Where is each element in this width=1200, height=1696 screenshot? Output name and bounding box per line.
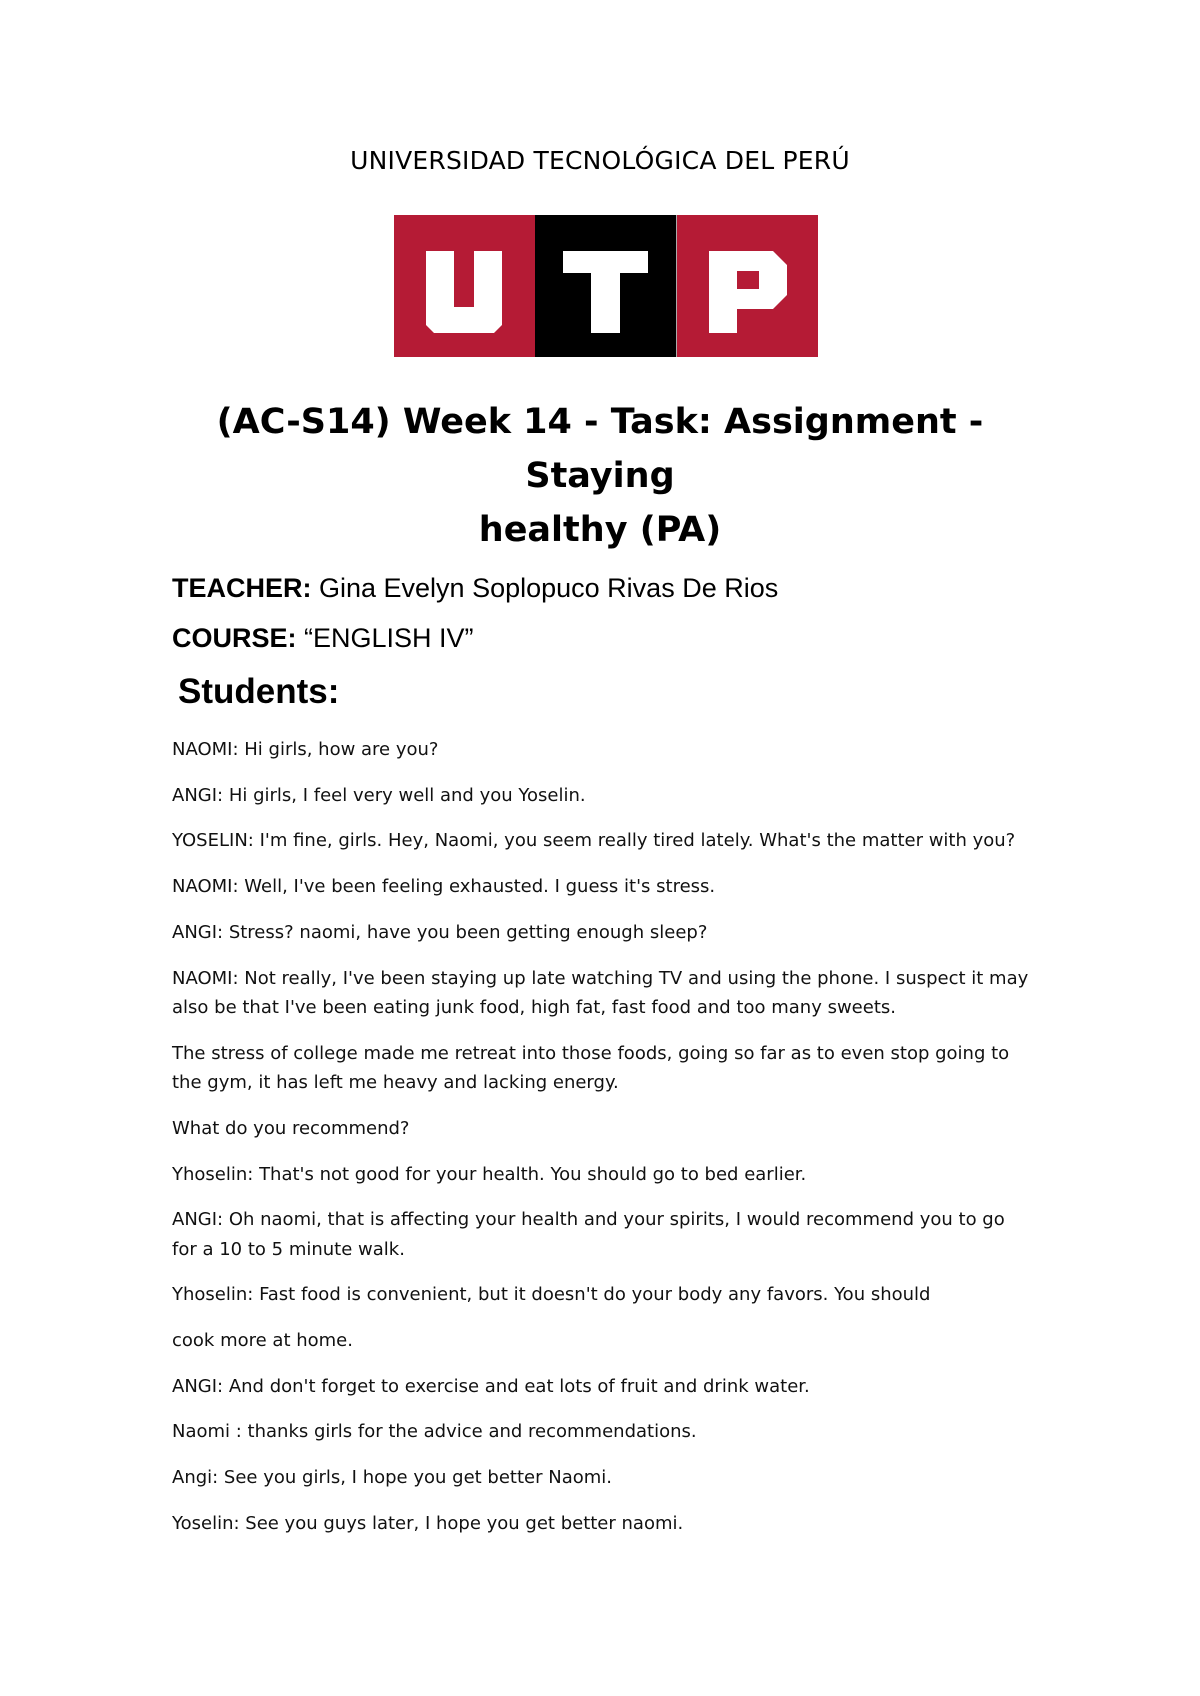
dialogue-line: ANGI: And don't forget to exercise and eat lots of fruit and drink water. [172,1376,810,1397]
dialogue-line: ANGI: Oh naomi, that is affecting your health and your spirits, I would recommend you to go [172,1209,1005,1230]
course-line [172,623,474,654]
dialogue-line: Yhoselin: Fast food is convenient, but it doesn't do your body any favors. You should [172,1284,931,1305]
dialogue-line: for a 10 to 5 minute walk. [172,1239,405,1260]
logo-letter-t [535,215,676,357]
dialogue-line: ANGI: Hi girls, I feel very well and you Yoselin. [172,785,586,806]
dialogue-line: The stress of college made me retreat into those foods, going so far as to even stop going to [172,1043,1010,1064]
dialogue-line: NAOMI: Well, I've been feeling exhausted. I guess it's stress. [172,876,716,897]
dialogue-line: What do you recommend? [172,1118,410,1139]
university-name: UNIVERSIDAD TECNOLÓGICA DEL PERÚ [350,146,850,175]
dialogue-line: NAOMI: Hi girls, how are you? [172,739,439,760]
dialogue-line: NAOMI: Not really, I've been staying up late watching TV and using the phone. I suspect it may [172,968,1029,989]
title-line-2: healthy (PA) [478,510,722,550]
dialogue-line: YOSELIN: I'm fine, girls. Hey, Naomi, you seem really tired lately. What's the matter with you? [172,830,1016,851]
dialogue-line: ANGI: Stress? naomi, have you been getting enough sleep? [172,922,708,943]
teacher-label: TEACHER: [172,573,312,603]
dialogue-line: Yoselin: See you guys later, I hope you get better naomi. [172,1513,684,1534]
dialogue-line: cook more at home. [172,1330,353,1351]
dialogue-line: Naomi : thanks girls for the advice and recommendations. [172,1421,697,1442]
dialogue-line: the gym, it has left me heavy and lacking energy. [172,1072,619,1093]
course-label: COURSE: [172,623,297,653]
dialogue-line: Yhoselin: That's not good for your health. You should go to bed earlier. [172,1164,807,1185]
assignment-title [150,395,1050,557]
title-line-1: (AC-S14) Week 14 - Task: Assignment - Staying [216,402,984,496]
teacher-name: Gina Evelyn Soplopuco Rivas De Rios [311,573,779,603]
dialogue-line: Angi: See you girls, I hope you get better Naomi. [172,1467,612,1488]
dialogue-line: also be that I've been eating junk food, high fat, fast food and too many sweets. [172,997,896,1018]
course-name: “ENGLISH IV” [296,623,474,653]
logo-letter-u [394,215,535,357]
utp-logo [394,215,818,357]
logo-letter-p [677,215,818,357]
teacher-line [172,573,778,604]
students-heading: Students: [178,672,340,711]
